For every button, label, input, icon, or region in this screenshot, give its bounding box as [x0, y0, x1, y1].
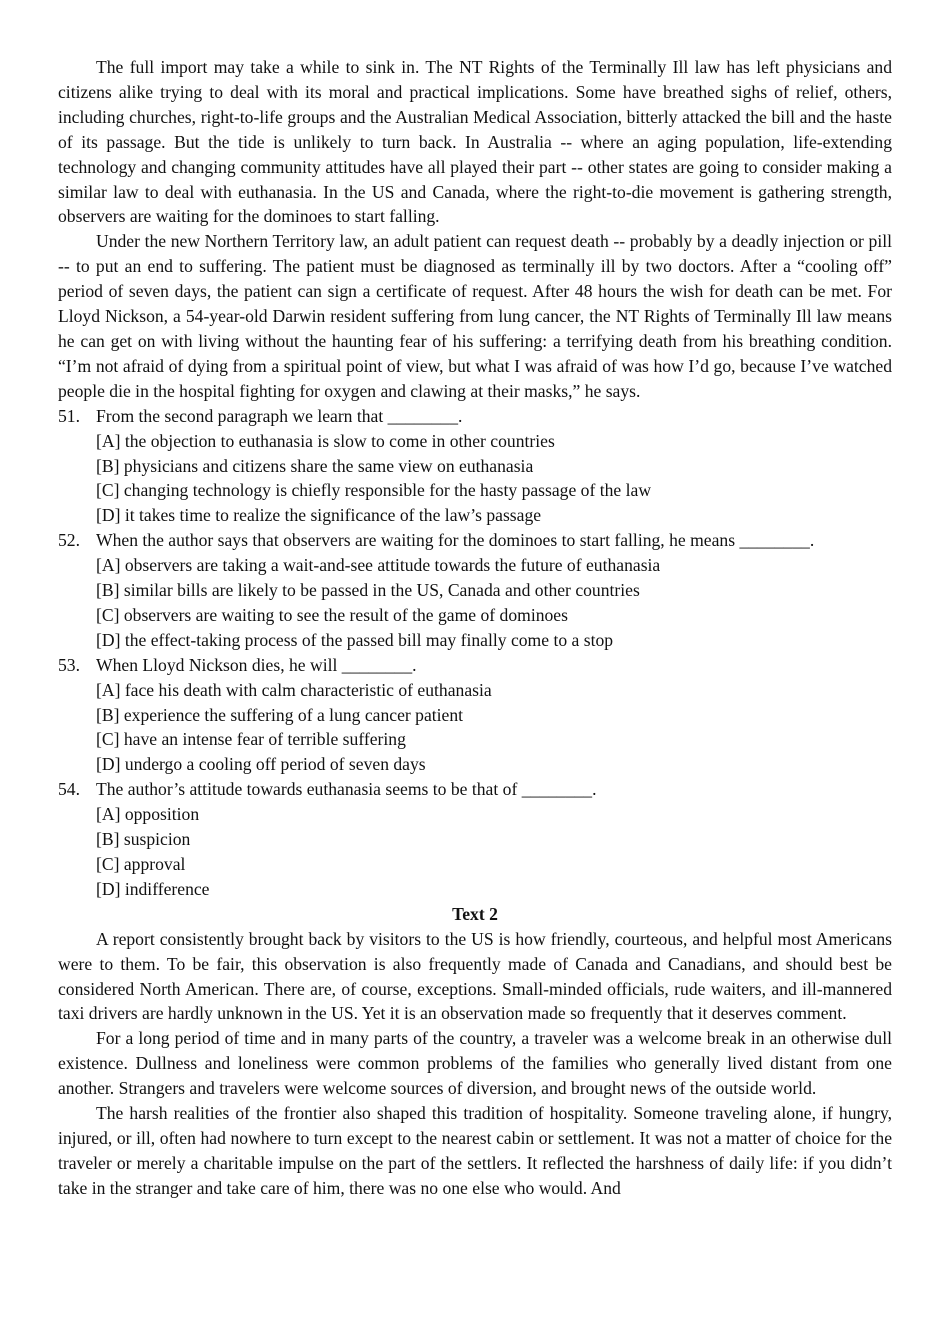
question-stem: From the second paragraph we learn that ________. [96, 405, 463, 426]
option-51-a: [A] the objection to euthanasia is slow to come in other countries [96, 430, 555, 451]
option-51-b: [B] physicians and citizens share the same view on euthanasia [96, 455, 534, 476]
option-52-a: [A] observers are taking a wait-and-see attitude towards the future of euthanasia [96, 555, 661, 576]
section-heading-text-2: Text 2 [452, 903, 498, 924]
document-page [58, 55, 892, 1201]
question-52 [58, 528, 892, 553]
option-53-c: [C] have an intense fear of terrible suffering [96, 729, 406, 750]
option-54-d: [D] indifference [96, 878, 210, 899]
paragraph-nt-law: Under the new Northern Territory law, an adult patient can request death -- probably by a deadly injection or pill -- to put an end to suffering. The patient must be diagnosed as terminally ill by two doctors. After a “cooling off” period of seven days, the patient can sign a certificate of request. After 48 hours the wish for death can be met. For Lloyd Nickson, a 54-year-old Darwin resident suffering from lung cancer, the NT Rights of Terminally Ill law means he can get on with living without the haunting fear of his suffering: a terrifying death from his breathing condition. “I’m not afraid of dying from a spiritual point of view, but what I was afraid of was how I’d go, because I’ve watched people die in the hospital fighting for oxygen and clawing at their masks,” he says. [58, 231, 892, 401]
question-51 [58, 404, 892, 429]
question-stem: When the author says that observers are waiting for the dominoes to start falling, he means ________. [96, 530, 815, 551]
question-number: 51. [58, 405, 80, 426]
question-stem: When Lloyd Nickson dies, he will ________. [96, 654, 417, 675]
option-54-c: [C] approval [96, 854, 186, 874]
option-52-b: [B] similar bills are likely to be passed in the US, Canada and other countries [96, 580, 640, 601]
option-51-c: [C] changing technology is chiefly responsible for the hasty passage of the law [96, 480, 652, 501]
question-number: 52. [58, 530, 80, 551]
question-number: 53. [58, 654, 80, 675]
option-53-a: [A] face his death with calm characteristic of euthanasia [96, 679, 492, 700]
option-52-d: [D] the effect-taking process of the passed bill may finally come to a stop [96, 629, 614, 650]
option-53-b: [B] experience the suffering of a lung cancer patient [96, 704, 464, 725]
paragraph-frontier: The harsh realities of the frontier also shaped this tradition of hospitality. Someone traveling alone, if hungry, injured, or ill, often had nowhere to turn except to the nearest cabin or settlement. It was not a matter of choice for the traveler or merely a charitable impulse on the part of the settlers. It reflected the harshness of daily life: if you didn’t take in the stranger and take care of him, there was no one else who would. And [58, 1103, 892, 1198]
question-53 [58, 653, 892, 678]
paragraph-traveler: For a long period of time and in many parts of the country, a traveler was a welcome break in an otherwise dull existence. Dullness and loneliness were common problems of the families who generally lived distant from one another. Strangers and travelers were welcome sources of diversion, and brought news of the outside world. [58, 1028, 892, 1099]
option-52-c: [C] observers are waiting to see the result of the game of dominoes [96, 604, 568, 625]
option-53-d: [D] undergo a cooling off period of seven days [96, 754, 426, 775]
option-51-d: [D] it takes time to realize the significance of the law’s passage [96, 505, 542, 526]
option-54-b: [B] suspicion [96, 829, 191, 850]
paragraph-import: The full import may take a while to sink in. The NT Rights of the Terminally Ill law has left physicians and citizens alike trying to deal with its moral and practical implications. Some have breathed sighs of relief, others, including churches, right-to-life groups and the Australian Medical Association, bitterly attacked the bill and the haste of its passage. But the tide is unlikely to turn back. In Australia -- where an aging population, life-extending technology and changing community attitudes have all played their part -- other states are going to consider making a similar law to deal with euthanasia. In the US and Canada, where the right-to-die movement is gathering strength, observers are waiting for the dominoes to start falling. [58, 57, 892, 227]
paragraph-visitors: A report consistently brought back by visitors to the US is how friendly, courteous, and helpful most Americans were to them. To be fair, this observation is also frequently made of Canada and Canadians, and should best be considered North American. There are, of course, exceptions. Small-minded officials, rude waiters, and ill-mannered taxi drivers are hardly unknown in the US. Yet it is an observation made so frequently that it deserves comment. [58, 928, 892, 1024]
question-number: 54. [58, 779, 80, 800]
question-stem: The author’s attitude towards euthanasia seems to be that of ________. [96, 779, 597, 800]
question-54 [58, 777, 892, 802]
option-54-a: [A] opposition [96, 804, 200, 825]
